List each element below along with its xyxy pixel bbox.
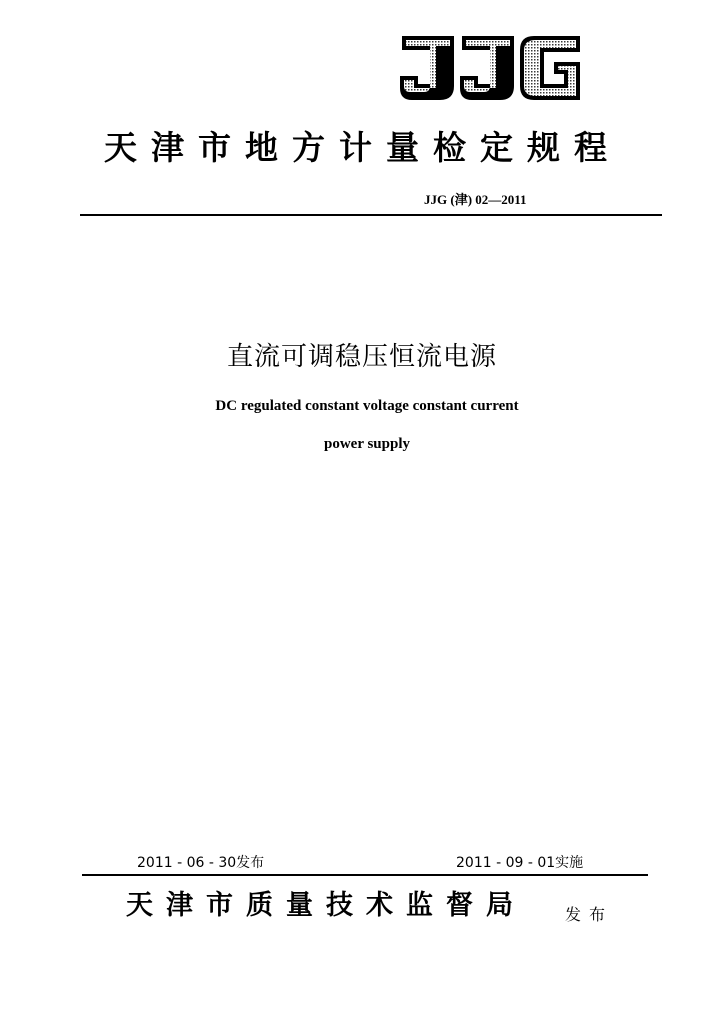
publish-date: 2011 - 06 - 30发布	[137, 855, 265, 871]
document-title-chinese: 直流可调稳压恒流电源	[226, 342, 497, 372]
document-title-english-line1: DC regulated constant voltage constant current	[215, 398, 519, 414]
logo-letter-j1	[400, 36, 454, 100]
issue-label: 发布	[565, 905, 614, 924]
logo-letter-j2	[460, 36, 514, 100]
issuing-authority: 天津市质量技术监督局	[126, 890, 526, 921]
jjg-logo	[396, 32, 584, 106]
logo-letter-g	[520, 36, 580, 100]
effective-date: 2011 - 09 - 01实施	[456, 855, 584, 871]
regulation-code: JJG (津) 02—2011	[424, 192, 527, 207]
footer-divider	[82, 874, 648, 876]
regulation-type-heading: 天津市地方计量检定规程	[104, 128, 621, 167]
header-divider	[80, 214, 662, 216]
document-title-english-line2: power supply	[323, 436, 410, 452]
